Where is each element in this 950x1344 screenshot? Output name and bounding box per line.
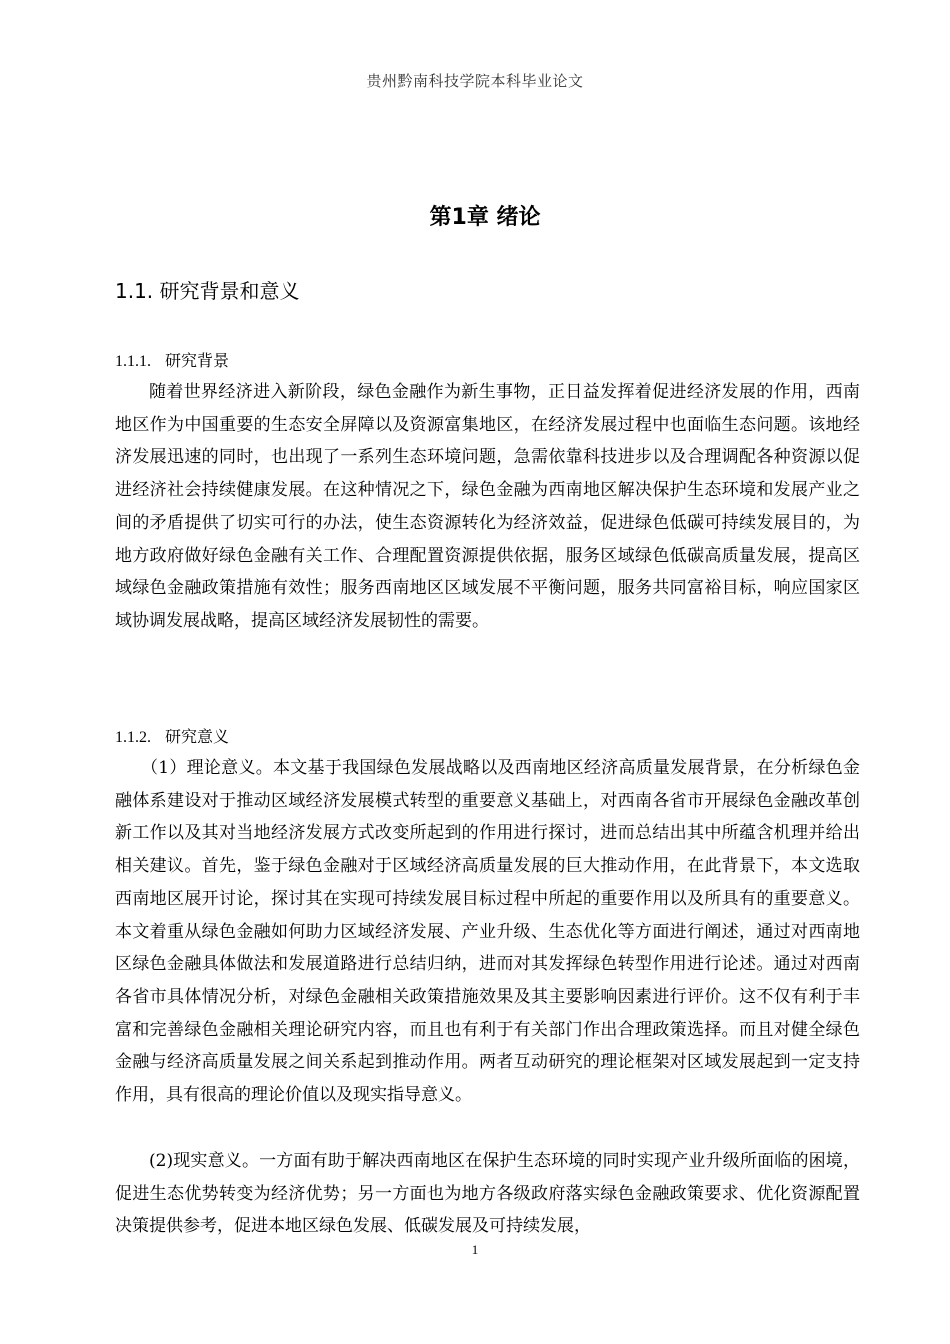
subsection-number: 1.1.2.	[115, 729, 151, 746]
theory-significance-paragraph: （1）理论意义。本文基于我国绿色发展战略以及西南地区经济高质量发展背景，在分析绿色金融体系建设对于推动区域经济发展模式转型的重要意义基础上，对西南各省市开展绿色金融改革创新工作以及其对当地经济发展方式改变所起到的作用进行探讨，进而总结出其中所蕴含机理并给出相关建议。首先，鉴于绿色金融对于区域经济高质量发展的巨大推动作用，在此背景下，本文选取西南地区展开讨论，探讨其在实现可持续发展目标过程中所起的重要作用以及所具有的重要意义。本文着重从绿色金融如何助力区域经济发展、产业升级、生态优化等方面进行阐述，通过对西南地区绿色金融具体做法和发展道路进行总结归纳，进而对其发挥绿色转型作用进行论述。通过对西南各省市具体情况分析，对绿色金融相关政策措施效果及其主要影响因素进行评价。这不仅有利于丰富和完善绿色金融相关理论研究内容，而且也有利于有关部门作出合理政策选择。而且对健全绿色金融与经济高质量发展之间关系起到推动作用。两者互动研究的理论框架对区域发展起到一定支持作用，具有很高的理论价值以及现实指导意义。	[115, 758, 860, 1106]
background-paragraph: 随着世界经济进入新阶段，绿色金融作为新生事物，正日益发挥着促进经济发展的作用，西南地区作为中国重要的生态安全屏障以及资源富集地区，在经济发展过程中也面临生态问题。该地经济发展迅速的同时，也出现了一系列生态环境问题，急需依靠科技进步以及合理调配各种资源以促进经济社会持续健康发展。在这种情况之下，绿色金融为西南地区解决保护生态环境和发展产业之间的矛盾提供了切实可行的办法，使生态资源转化为经济效益，促进绿色低碳可持续发展目的，为地方政府做好绿色金融有关工作、合理配置资源提供依据，服务区域绿色低碳高质量发展，提高区域绿色金融政策措施有效性；服务西南地区区域发展不平衡问题，服务共同富裕目标，响应国家区域协调发展战略，提高区域经济发展韧性的需要。	[115, 382, 860, 631]
subsection-title-background	[115, 348, 229, 371]
subsection-number: 1.1.1.	[115, 353, 151, 370]
practical-significance-paragraph: (2)现实意义。一方面有助于解决西南地区在保护生态环境的同时实现产业升级所面临的困境，促进生态优势转变为经济优势；另一方面也为地方各级政府落实绿色金融政策要求、优化资源配置决策提供参考，促进本地区绿色发展、低碳发展及可持续发展，	[115, 1151, 860, 1237]
chapter-title: 第1章 绪论	[429, 205, 541, 230]
subsection-label: 研究背景	[165, 351, 230, 370]
section-title: 1.1. 研究背景和意义	[115, 279, 300, 303]
subsection-label: 研究意义	[165, 727, 230, 746]
subsection-title-significance	[115, 724, 229, 747]
running-header: 贵州黔南科技学院本科毕业论文	[366, 72, 584, 90]
page-number: 1	[471, 1242, 479, 1257]
